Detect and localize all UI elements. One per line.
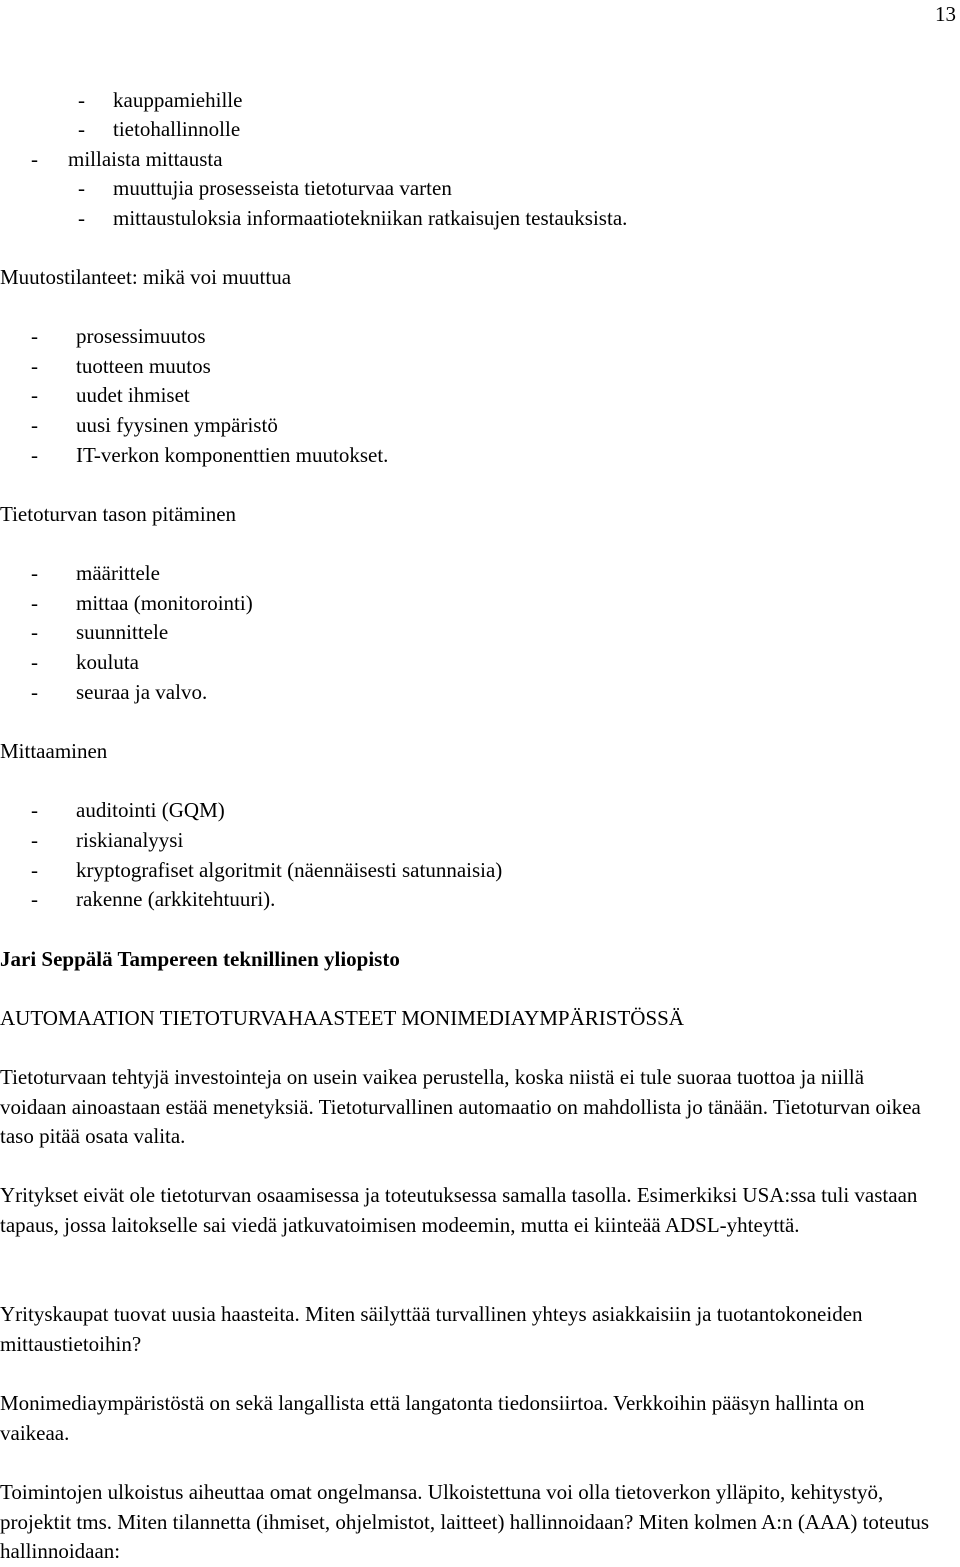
bullet-dash: - <box>31 887 38 911</box>
bullet-dash: - <box>31 354 38 378</box>
section-heading: Muutostilanteet: mikä voi muuttua <box>0 265 292 289</box>
list-item-text: riskianalyysi <box>76 828 184 852</box>
article-title: AUTOMAATION TIETOTURVAHAASTEET MONIMEDIAYMPÄRISTÖSSÄ <box>0 1006 684 1030</box>
bullet-dash: - <box>31 680 38 704</box>
list-item-text: kouluta <box>76 650 139 674</box>
bullet-dash: - <box>31 324 38 348</box>
paragraph: Tietoturvaan tehtyjä investointeja on usein vaikea perustella, koska niistä ei tule suoraa tuottoa ja niillä voidaan ainoastaan estää menetyksiä. Tietoturvallinen automaatio on mahdollista jo tänään. Tietoturvan oikea taso pitää osata valita. <box>0 1065 921 1148</box>
bullet-dash: - <box>31 650 38 674</box>
list-item-text: muuttujia prosesseista tietoturvaa varten <box>113 176 452 200</box>
list-item <box>0 441 388 470</box>
bullet-dash: - <box>31 828 38 852</box>
page-number: 13 <box>935 2 956 26</box>
list-item <box>0 885 275 914</box>
list-item <box>0 589 253 618</box>
list-item-text: auditointi (GQM) <box>76 798 225 822</box>
list-item <box>0 322 206 351</box>
paragraph: Yrityskaupat tuovat uusia haasteita. Miten säilyttää turvallinen yhteys asiakkaisiin ja tuotantokoneiden mittaustietoihin? <box>0 1302 863 1356</box>
list-item <box>0 826 183 855</box>
section-heading: Mittaaminen <box>0 739 108 763</box>
bullet-dash: - <box>31 798 38 822</box>
list-item-text: tuotteen muutos <box>76 354 211 378</box>
list-item-text: kauppamiehille <box>113 88 243 112</box>
list-item-text: suunnittele <box>76 620 169 644</box>
list-item <box>0 174 452 203</box>
bullet-dash: - <box>78 88 85 112</box>
author-line: Jari Seppälä Tampereen teknillinen yliopisto <box>0 947 400 971</box>
list-item-text: mittaustuloksia informaatiotekniikan ratkaisujen testauksista. <box>113 206 628 230</box>
list-item <box>0 145 223 174</box>
list-item-text: mittaa (monitorointi) <box>76 591 253 615</box>
list-item-text: tietohallinnolle <box>113 117 241 141</box>
list-item-text: seuraa ja valvo. <box>76 680 208 704</box>
list-item <box>0 381 190 410</box>
list-item <box>0 618 168 647</box>
list-item-text: kryptografiset algoritmit (näennäisesti satunnaisia) <box>76 858 503 882</box>
list-item <box>0 115 240 144</box>
list-item-text: millaista mittausta <box>68 147 223 171</box>
bullet-dash: - <box>31 858 38 882</box>
list-item-text: määrittele <box>76 561 160 585</box>
list-item-text: rakenne (arkkitehtuuri). <box>76 887 276 911</box>
list-item-text: IT-verkon komponenttien muutokset. <box>76 443 389 467</box>
bullet-dash: - <box>31 620 38 644</box>
bullet-dash: - <box>31 561 38 585</box>
bullet-dash: - <box>78 176 85 200</box>
bullet-dash: - <box>78 117 85 141</box>
list-item-text: uudet ihmiset <box>76 383 190 407</box>
list-item <box>0 559 160 588</box>
list-item-text: prosessimuutos <box>76 324 206 348</box>
list-item <box>0 86 242 115</box>
paragraph: Toimintojen ulkoistus aiheuttaa omat ongelmansa. Ulkoistettuna voi olla tietoverkon ylläpito, kehitystyö, projektit tms. Miten tilannetta (ihmiset, ohjelmistot, laitteet) hallinnoidaan? Miten kolmen A:n (AAA) toteutus hallinnoidaan: <box>0 1480 930 1563</box>
bullet-dash: - <box>31 383 38 407</box>
list-item <box>0 678 207 707</box>
bullet-dash: - <box>31 413 38 437</box>
list-item <box>0 352 211 381</box>
bullet-dash: - <box>31 147 38 171</box>
list-item <box>0 856 502 885</box>
list-item <box>0 204 627 233</box>
list-item <box>0 411 278 440</box>
bullet-dash: - <box>31 591 38 615</box>
list-item-text: uusi fyysinen ympäristö <box>76 413 278 437</box>
list-item <box>0 796 225 825</box>
bullet-dash: - <box>78 206 85 230</box>
bullet-dash: - <box>31 443 38 467</box>
paragraph: Yritykset eivät ole tietoturvan osaamisessa ja toteutuksessa samalla tasolla. Esimerkiksi USA:ssa tuli vastaan tapaus, jossa laitokselle sai viedä jatkuvatoimisen modeemin, mutta ei kiinteää ADSL-yhteyttä. <box>0 1183 918 1237</box>
section-heading: Tietoturvan tason pitäminen <box>0 502 237 526</box>
list-item <box>0 648 139 677</box>
paragraph: Monimediaympäristöstä on sekä langallista että langatonta tiedonsiirtoa. Verkkoihin pääsyn hallinta on vaikeaa. <box>0 1391 865 1445</box>
